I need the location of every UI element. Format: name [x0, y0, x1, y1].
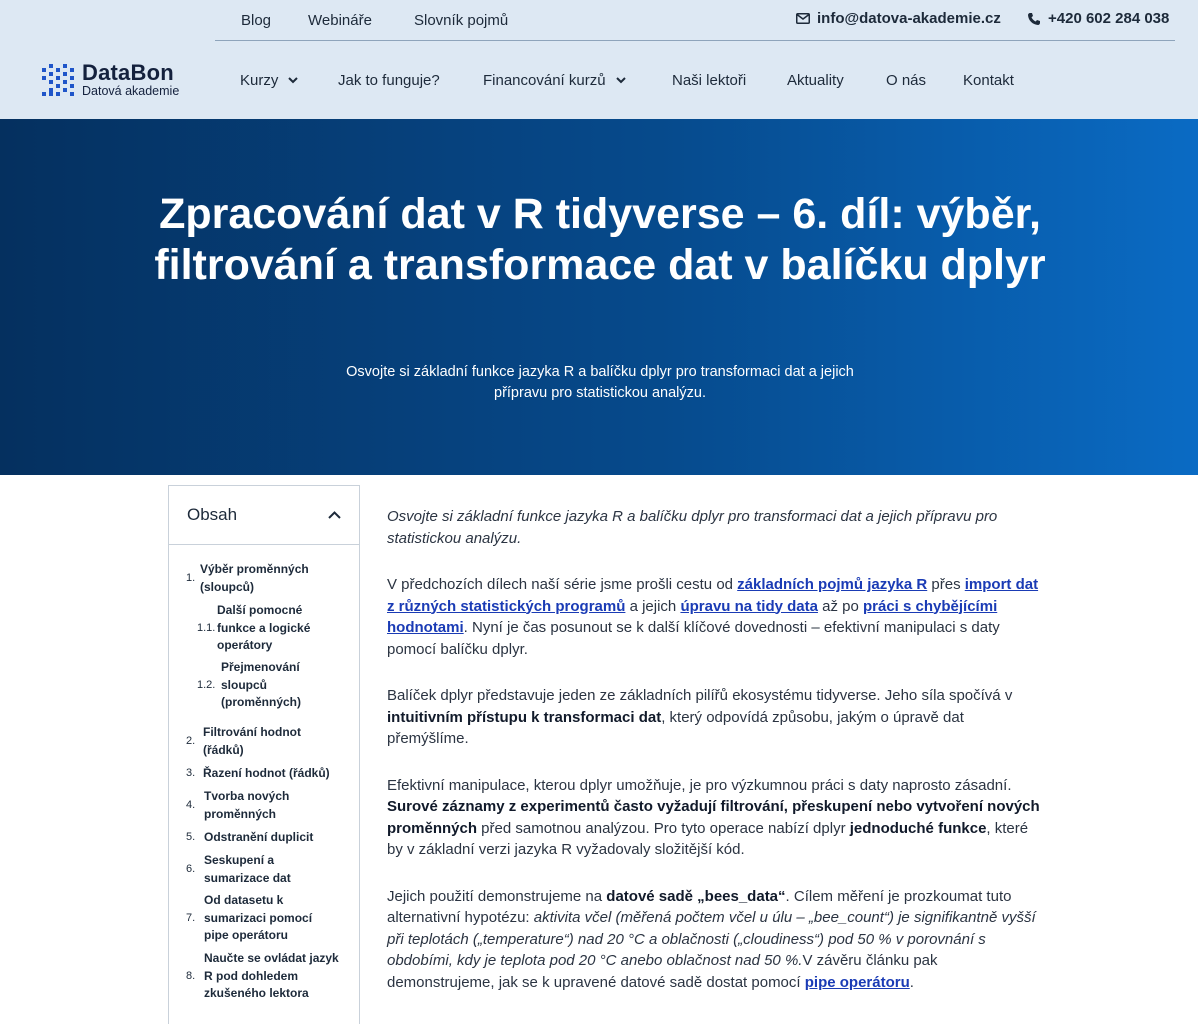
nav-courses[interactable]: [240, 72, 298, 89]
toc-item-number: 1.: [186, 571, 196, 584]
toc-item[interactable]: [186, 892, 351, 945]
article-paragraph: [387, 886, 1042, 994]
link-tidy-data[interactable]: úpravu na tidy data: [680, 597, 818, 615]
italic-text: aktivita včel (měřená počtem včel u úlu – „bee_count“) je signifikantně vyšší při teplotách („temperature“) nad 20 °C a oblačnosti („cloudiness“) pod 50 % v porovnání s obdobími, kdy je teplota pod 20 °C anebo oblačnost nad 50 %.: [387, 909, 1036, 969]
nav-course-funding-label: Financování kurzů: [483, 72, 606, 89]
toc-item-label: Přejmenování sloupců (proměnných): [221, 660, 302, 709]
toc-item-label: Odstranění duplicit: [204, 830, 314, 844]
toc-item-number: 2.: [186, 734, 196, 747]
nav-news[interactable]: Aktuality: [787, 72, 844, 89]
toc-item-number: 1.1.: [197, 621, 216, 634]
toc-item[interactable]: [186, 829, 356, 847]
bold-text: Surové záznamy z experimentů často vyžadují filtrování, přeskupení nebo vytvoření nových proměnných: [387, 798, 1040, 837]
toc-item-label: Řazení hodnot (řádků): [203, 766, 330, 780]
text-run: Jejich použití demonstrujeme na: [387, 887, 607, 905]
nav-courses-label: Kurzy: [240, 72, 279, 89]
toc-item-label: Od datasetu k sumarizaci pomocí pipe operátoru: [204, 893, 313, 942]
toc-title: Obsah: [187, 505, 238, 524]
toc-item[interactable]: [186, 788, 346, 823]
toc-item-label: Tvorba nových proměnných: [204, 789, 290, 821]
nav-how-it-works[interactable]: Jak to funguje?: [338, 72, 440, 89]
toc-item[interactable]: [186, 950, 356, 1003]
text-run: , který odpovídá způsobu, jakým o úpravě dat přemýšlíme.: [387, 708, 964, 747]
article-paragraph: [387, 775, 1042, 861]
phone-icon: [1027, 12, 1041, 26]
nav-about[interactable]: O nás: [886, 72, 927, 89]
text-run: V předchozích dílech naší série jsme prošli cestu od: [387, 576, 738, 593]
contact-email-text: info@datova-akademie.cz: [817, 10, 1001, 27]
toplink-webinars[interactable]: Webináře: [308, 12, 372, 29]
toc-item-number: 5.: [186, 831, 196, 843]
nav-lecturers[interactable]: Naši lektoři: [672, 72, 747, 89]
site-header: [0, 0, 1198, 119]
text-run: až po: [817, 597, 863, 615]
hero-subtitle: Osvojte si základní funkce jazyka R a balíčku dplyr pro transformaci dat a jejich přípravu pro statistickou analýzu.: [346, 364, 854, 401]
hero-banner: [0, 119, 1198, 475]
text-run: před samotnou analýzou. Pro tyto operace nabízí dplyr: [477, 819, 850, 837]
text-run: a jejich: [625, 597, 681, 615]
link-r-basics[interactable]: základních pojmů jazyka R: [737, 576, 928, 593]
text-run: . Nyní je čas posunout se k další klíčové dovednosti – efektivní manipulaci s daty pomocí balíčku dplyr.: [387, 619, 1000, 658]
contact-phone-text: +420 602 284 038: [1048, 10, 1170, 27]
chevron-up-icon[interactable]: [328, 511, 341, 519]
brand-subtitle: Datová akademie: [82, 84, 180, 98]
toc-item-label: Filtrování hodnot (řádků): [203, 725, 301, 757]
toc-item-number: 6.: [186, 862, 196, 875]
brand-name: DataBon: [82, 60, 174, 85]
text-run: Balíček dplyr představuje jeden ze základních pilířů ekosystému tidyverse. Jeho síla spočívá v: [387, 687, 1013, 704]
article-lead: Osvojte si základní funkce jazyka R a balíčku dplyr pro transformaci dat a jejich přípravu pro statistickou analýzu.: [387, 508, 998, 547]
link-data-import[interactable]: import dat z různých statistických programů: [387, 576, 1039, 615]
toc-item[interactable]: [197, 602, 352, 655]
brand-logo[interactable]: [42, 62, 179, 98]
link-pipe-operator[interactable]: pipe operátoru: [804, 973, 910, 991]
toc-item[interactable]: [197, 659, 352, 712]
table-of-contents: [168, 485, 360, 1024]
nav-course-funding[interactable]: [483, 72, 626, 89]
text-run: V závěru článku pak demonstrujeme, jak se k upravené datové sadě dostat pomocí: [387, 952, 938, 991]
toc-item-label: Výběr proměnných (sloupců): [200, 562, 309, 594]
chevron-down-icon: [616, 77, 626, 84]
text-run: Efektivní manipulace, kterou dplyr umožňuje, je pro výzkumnou práci s daty naprosto zásadní.: [387, 776, 1012, 794]
toc-header[interactable]: [169, 486, 359, 545]
article-paragraph: [387, 685, 1042, 750]
text-run: přes: [927, 576, 965, 593]
toc-item-number: 8.: [186, 969, 196, 982]
contact-phone[interactable]: [1027, 10, 1169, 27]
toc-item-number: 3.: [186, 767, 196, 779]
toplink-blog[interactable]: Blog: [241, 12, 272, 29]
page-title: Zpracování dat v R tidyverse – 6. díl: výběr, filtrování a transformace dat v balíčku dplyr: [154, 190, 1046, 289]
bold-text: datové sadě „bees_data“: [606, 887, 786, 905]
link-missing-values[interactable]: práci s chybějícími hodnotami: [387, 597, 998, 636]
mail-icon: [796, 13, 810, 24]
toc-item-number: 4.: [186, 798, 196, 811]
databon-logo-icon: [42, 64, 74, 96]
text-run: , které by v základní verzi jazyka R vyžadovaly složitější kód.: [387, 819, 1029, 858]
text-run: .: [909, 973, 914, 991]
toc-item[interactable]: [186, 765, 356, 783]
toc-item[interactable]: [186, 724, 346, 759]
bold-text: jednoduché funkce: [849, 819, 987, 837]
text-run: . Cílem měření je prozkoumat tuto alternativní hypotézu:: [387, 887, 1012, 926]
toc-item[interactable]: [186, 561, 346, 596]
article-body: [387, 506, 1042, 1018]
toplink-glossary[interactable]: Slovník pojmů: [414, 12, 509, 29]
nav-contact[interactable]: Kontakt: [963, 72, 1014, 89]
chevron-down-icon: [288, 77, 298, 84]
toc-item-label: Naučte se ovládat jazyk R pod dohledem zkušeného lektora: [204, 951, 339, 1000]
toc-item-label: Seskupení a sumarizace dat: [204, 853, 291, 885]
toc-item-number: 1.2.: [197, 678, 216, 691]
bold-text: intuitivním přístupu k transformaci dat: [387, 708, 662, 726]
contact-email[interactable]: [796, 10, 1001, 27]
toc-item-label: Další pomocné funkce a logické operátory: [217, 603, 311, 652]
article-paragraph: [387, 574, 1042, 660]
toc-item[interactable]: [186, 852, 346, 887]
toc-item-number: 7.: [186, 911, 196, 924]
